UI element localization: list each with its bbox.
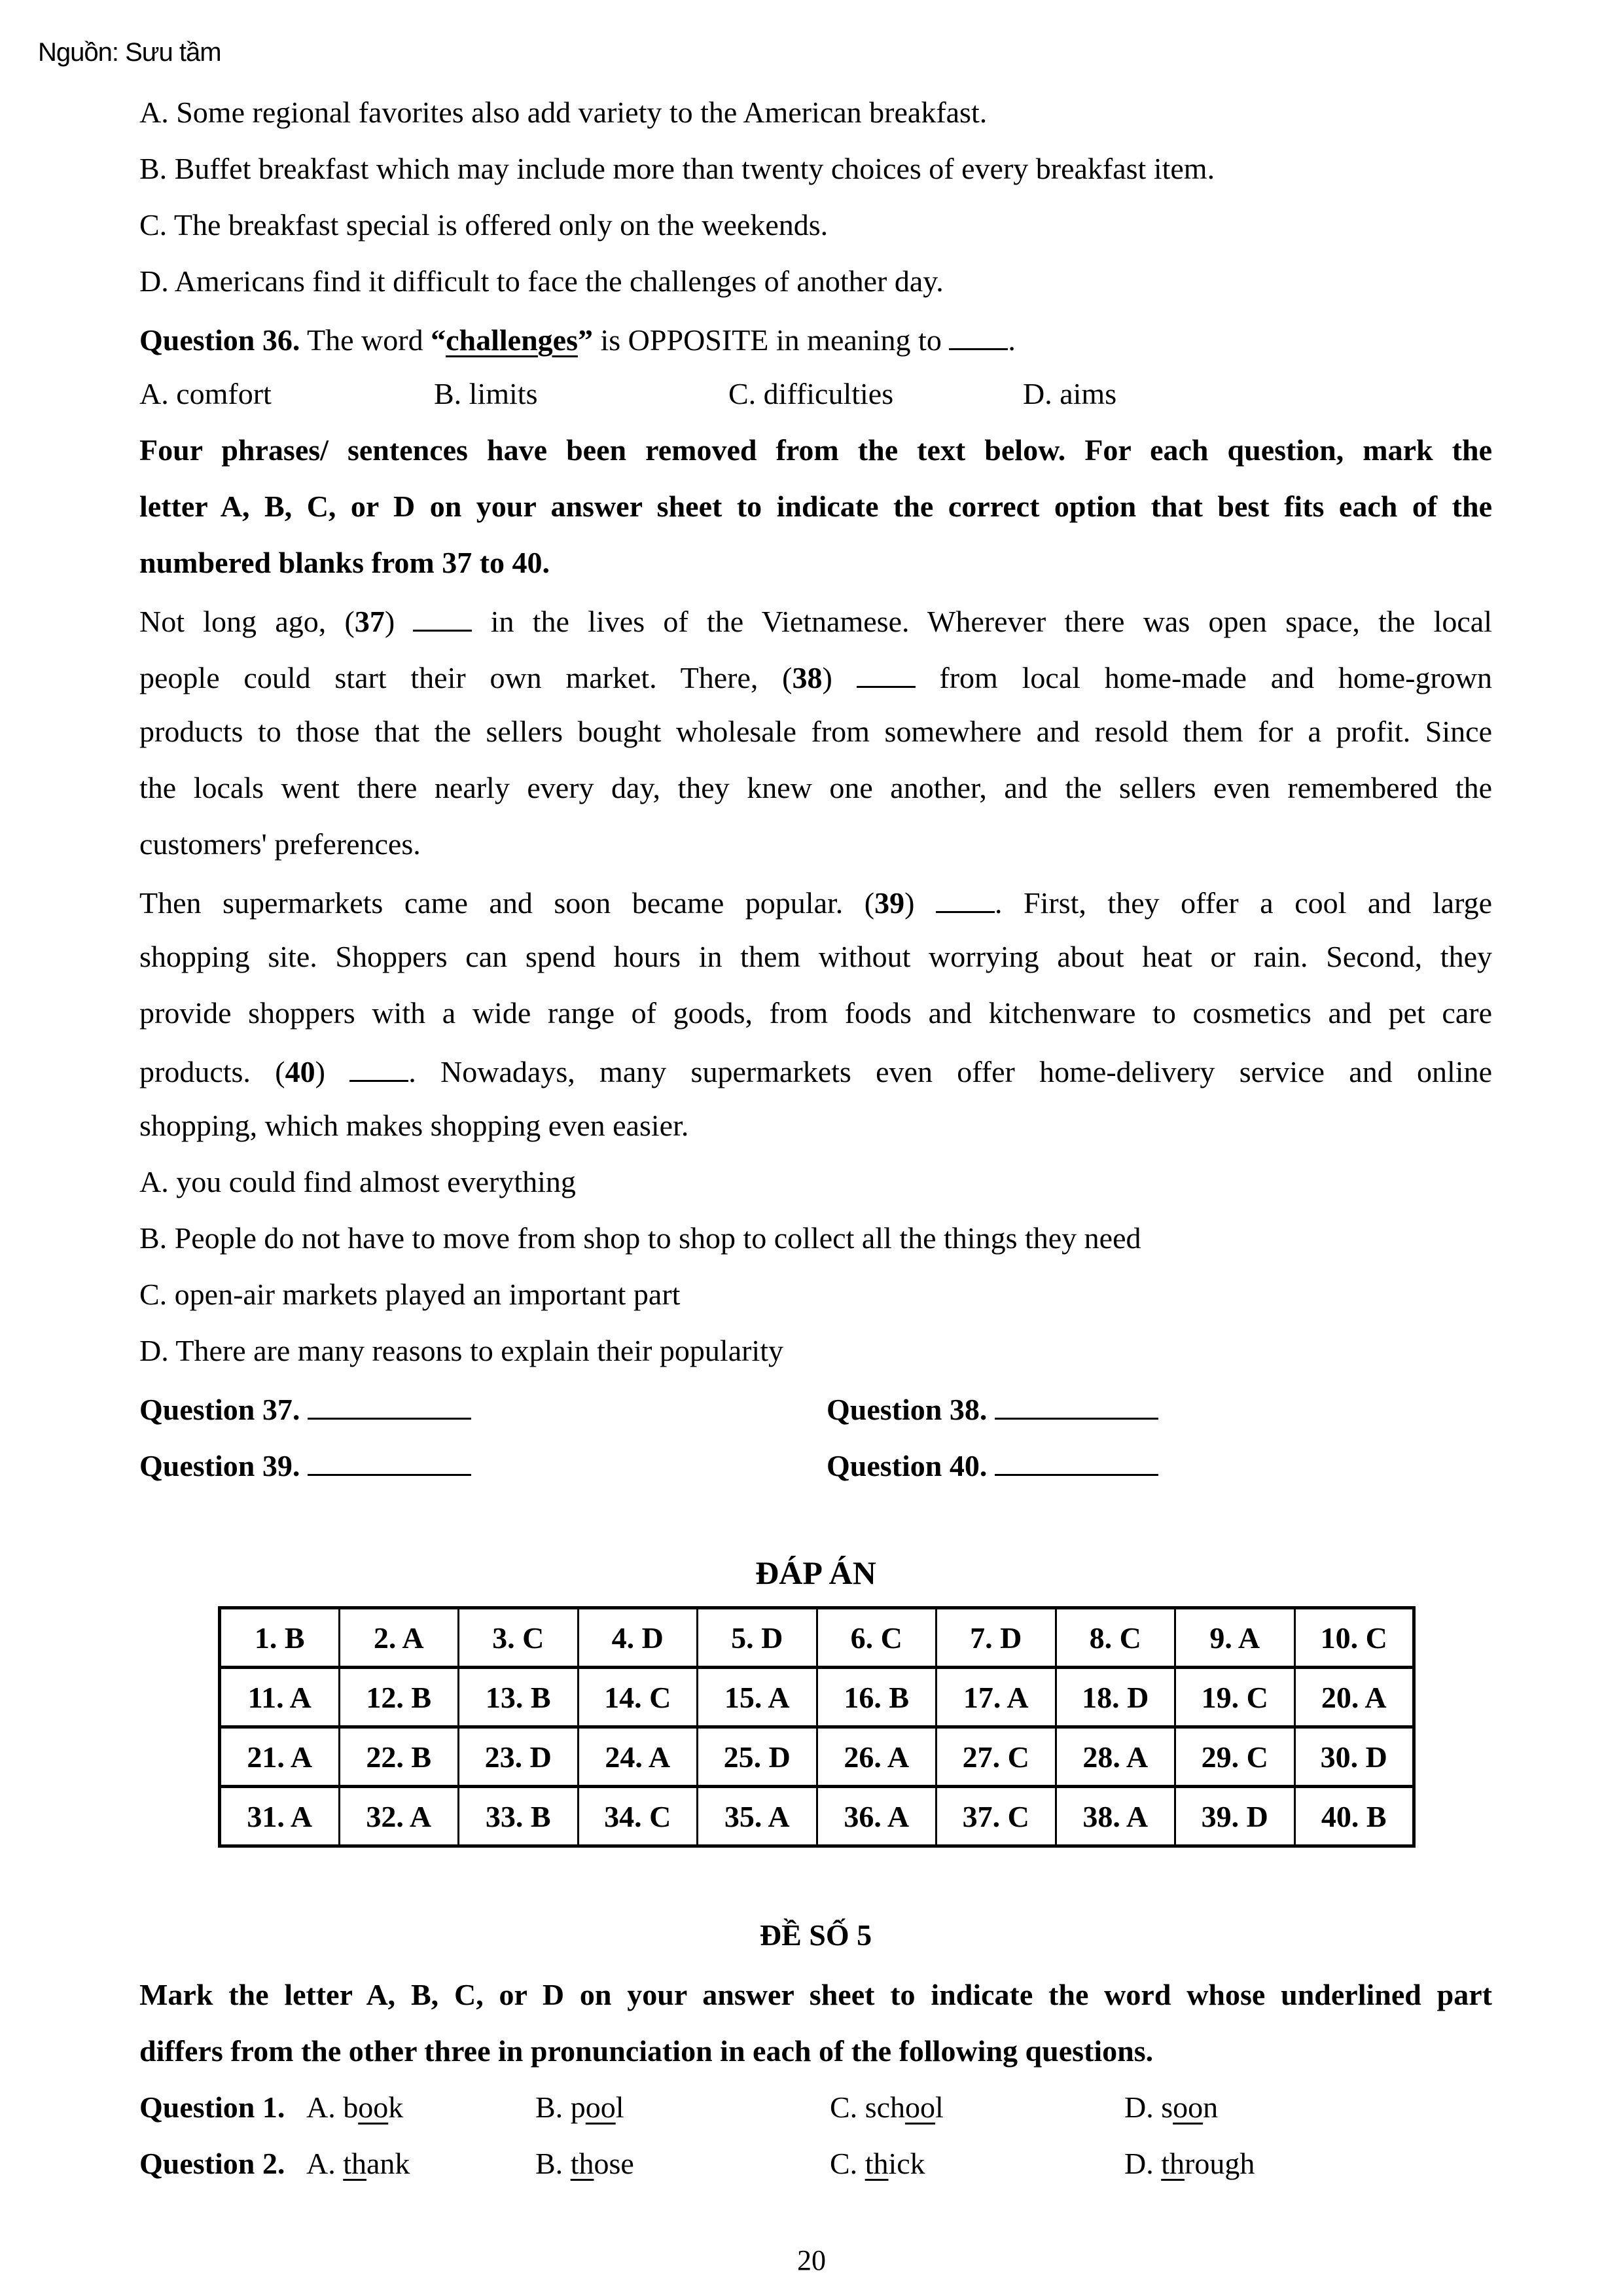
answer-cell: 20. A [1294, 1668, 1414, 1727]
option-35-d: D. Americans find it difficult to face the challenges of another day. [139, 264, 944, 298]
answer-cell: 10. C [1294, 1608, 1414, 1668]
answer-cell: 26. A [817, 1727, 936, 1787]
gap-option-c: C. open-air markets played an important part [139, 1278, 681, 1311]
instruction-line: differs from the other three in pronunciation in each of the following questions. [139, 2034, 1154, 2068]
answer-cell: 28. A [1056, 1727, 1175, 1787]
instruction-line: numbered blanks from 37 to 40. [139, 546, 550, 579]
passage-line: products to those that the sellers bought wholesale from somewhere and resold them for a profit. Since [139, 715, 1492, 748]
answer-blank[interactable] [995, 1388, 1158, 1420]
answer-row [220, 1787, 1414, 1846]
answer-blank[interactable] [308, 1388, 471, 1420]
gap-number: 38 [792, 661, 823, 694]
answer-cell: 29. C [1175, 1727, 1295, 1787]
gap-number: 37 [354, 605, 385, 638]
question-label: Question 1. [139, 2090, 285, 2124]
gap-option-d: D. There are many reasons to explain their popularity [139, 1334, 783, 1367]
answer-line-39: Question 39. [139, 1444, 471, 1486]
passage-line: Not long ago, (37) in the lives of the Vietnamese. Wherever there was open space, the local [139, 600, 1492, 641]
answer-cell: 31. A [220, 1787, 340, 1846]
answer-cell: 38. A [1056, 1787, 1175, 1846]
option-a: A. comfort [139, 377, 272, 410]
answer-cell: 6. C [817, 1608, 936, 1668]
answer-cell: 25. D [698, 1727, 817, 1787]
answer-row [220, 1668, 1414, 1727]
option-b: B. limits [434, 377, 538, 410]
option-c: C. difficulties [728, 377, 894, 410]
answer-key-title: ĐÁP ÁN [755, 1554, 876, 1591]
passage-line: people could start their own market. There, (38) from local home-made and home-grown [139, 656, 1492, 698]
gap-blank-38 [857, 656, 916, 688]
answer-cell: 5. D [698, 1608, 817, 1668]
question-label: Question 2. [139, 2147, 285, 2180]
gap-number: 39 [874, 886, 905, 920]
gap-number: 40 [285, 1055, 315, 1088]
page-number: 20 [797, 2244, 826, 2276]
answer-key-table [218, 1606, 1416, 1848]
answer-cell: 24. A [578, 1727, 698, 1787]
answer-cell: 2. A [339, 1608, 459, 1668]
instruction-line: Four phrases/ sentences have been removed from the text below. For each question, mark the [139, 433, 1492, 467]
pron-option-c: C. school [830, 2090, 944, 2124]
answer-cell: 33. B [459, 1787, 579, 1846]
passage-line: the locals went there nearly every day, they knew one another, and the sellers even remembered the [139, 771, 1492, 804]
answer-cell: 23. D [459, 1727, 579, 1787]
gap-blank-39 [936, 881, 995, 913]
answer-cell: 27. C [936, 1727, 1056, 1787]
answer-cell: 14. C [578, 1668, 698, 1727]
answer-cell: 37. C [936, 1787, 1056, 1846]
passage-line: products. (40) . Nowadays, many supermarkets even offer home-delivery service and online [139, 1050, 1492, 1092]
question-36: Question 36. The word “challenges” is OPPOSITE in meaning to . [139, 318, 1016, 360]
answer-row [220, 1608, 1414, 1668]
pron-option-b: B. those [535, 2147, 634, 2180]
gap-option-b: B. People do not have to move from shop to shop to collect all the things they need [139, 1221, 1141, 1255]
underlined-part: th [343, 2147, 367, 2180]
underlined-part: th [865, 2147, 889, 2180]
pron-option-d: D. through [1124, 2147, 1255, 2180]
instruction-line: Mark the letter A, B, C, or D on your answer sheet to indicate the word whose underlined part [139, 1978, 1492, 2011]
passage-line: shopping, which makes shopping even easier. [139, 1109, 689, 1142]
target-word: challenges [446, 323, 578, 357]
answer-blank [949, 318, 1008, 350]
option-35-c: C. The breakfast special is offered only on the weekends. [139, 208, 829, 242]
answer-cell: 22. B [339, 1727, 459, 1787]
underlined-part: th [570, 2147, 594, 2180]
underlined-part: th [1161, 2147, 1185, 2180]
option-35-a: A. Some regional favorites also add variety to the American breakfast. [139, 96, 988, 129]
passage-line: shopping site. Shoppers can spend hours in them without worrying about heat or rain. Second, they [139, 940, 1492, 973]
passage-line: Then supermarkets came and soon became popular. (39) . First, they offer a cool and large [139, 881, 1492, 923]
answer-cell: 16. B [817, 1668, 936, 1727]
question-label: Question 36. [139, 323, 300, 357]
answer-cell: 40. B [1294, 1787, 1414, 1846]
answer-cell: 11. A [220, 1668, 340, 1727]
passage-line: customers' preferences. [139, 827, 421, 861]
answer-cell: 7. D [936, 1608, 1056, 1668]
pron-option-d: D. soon [1124, 2090, 1219, 2124]
answer-line-40: Question 40. [827, 1444, 1158, 1486]
answer-cell: 34. C [578, 1787, 698, 1846]
answer-cell: 19. C [1175, 1668, 1295, 1727]
answer-cell: 39. D [1175, 1787, 1295, 1846]
answer-cell: 15. A [698, 1668, 817, 1727]
instruction-line: letter A, B, C, or D on your answer sheet to indicate the correct option that best fits each of the [139, 490, 1492, 523]
answer-cell: 21. A [220, 1727, 340, 1787]
answer-cell: 1. B [220, 1608, 340, 1668]
underlined-part: oo [905, 2090, 936, 2124]
underlined-part: oo [358, 2090, 389, 2124]
answer-cell: 3. C [459, 1608, 579, 1668]
pron-question-1 [139, 2088, 285, 2127]
answer-line-38: Question 38. [827, 1388, 1158, 1429]
source-label: Nguồn: Sưu tầm [38, 38, 221, 67]
pron-question-2 [139, 2144, 285, 2183]
answer-cell: 9. A [1175, 1608, 1295, 1668]
answer-line-37: Question 37. [139, 1388, 471, 1429]
answer-cell: 12. B [339, 1668, 459, 1727]
pron-option-c: C. thick [830, 2147, 925, 2180]
test-title: ĐỀ SỐ 5 [759, 1918, 872, 1952]
answer-cell: 36. A [817, 1787, 936, 1846]
answer-row [220, 1727, 1414, 1787]
gap-blank-37 [413, 600, 472, 632]
answer-blank[interactable] [995, 1444, 1158, 1476]
answer-cell: 32. A [339, 1787, 459, 1846]
answer-cell: 4. D [578, 1608, 698, 1668]
answer-cell: 8. C [1056, 1608, 1175, 1668]
passage-line: provide shoppers with a wide range of goods, from foods and kitchenware to cosmetics and pet care [139, 996, 1492, 1030]
option-d: D. aims [1023, 377, 1117, 410]
answer-cell: 30. D [1294, 1727, 1414, 1787]
answer-cell: 17. A [936, 1668, 1056, 1727]
answer-cell: 18. D [1056, 1668, 1175, 1727]
pron-option-b: B. pool [535, 2090, 624, 2124]
option-35-b: B. Buffet breakfast which may include more than twenty choices of every breakfast item. [139, 152, 1215, 185]
underlined-part: oo [585, 2090, 616, 2124]
gap-option-a: A. you could find almost everything [139, 1165, 576, 1198]
answer-blank[interactable] [308, 1444, 471, 1476]
underlined-part: oo [1173, 2090, 1204, 2124]
gap-blank-40 [349, 1050, 408, 1082]
pron-option-a: A. book [306, 2090, 404, 2124]
pron-option-a: A. thank [306, 2147, 410, 2180]
answer-cell: 13. B [459, 1668, 579, 1727]
answer-cell: 35. A [698, 1787, 817, 1846]
